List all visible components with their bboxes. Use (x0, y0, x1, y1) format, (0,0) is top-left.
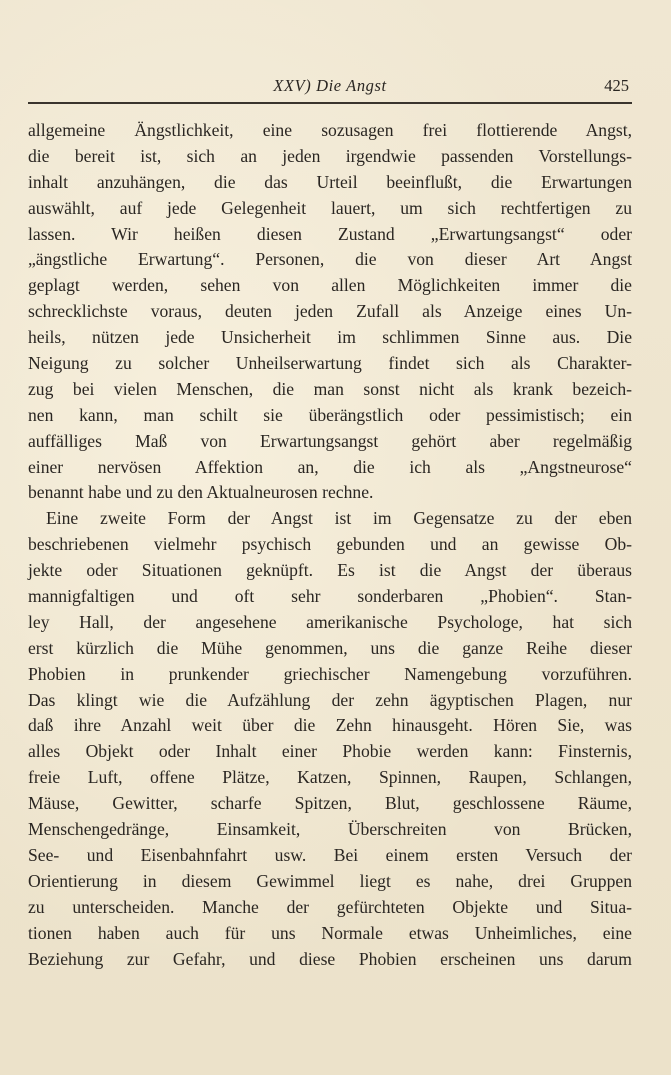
text-line: „ängstliche Erwartung“. Personen, die von dieser Art Angst (28, 249, 632, 270)
text-line: alles Objekt oder Inhalt einer Phobie werden kann: Finsternis, (28, 741, 632, 762)
text-line: See- und Eisenbahnfahrt usw. Bei einem ersten Versuch der (28, 844, 632, 865)
text-line: inhalt anzuhängen, die das Urteil beeinflußt, die Erwartungen (28, 171, 632, 192)
text-line: auswählt, auf jede Gelegenheit lauert, um sich rechtfertigen zu (28, 197, 632, 218)
text-line: lassen. Wir heißen diesen Zustand „Erwartungsangst“ oder (28, 223, 632, 244)
page-header (28, 70, 632, 104)
text-line: Beziehung zur Gefahr, und diese Phobien erscheinen uns darum (28, 948, 632, 969)
text-line: mannigfaltigen und oft sehr sonderbaren „Phobien“. Stan- (28, 586, 632, 607)
text-line: tionen haben auch für uns Normale etwas Unheimliches, eine (28, 922, 632, 943)
text-line: Menschengedränge, Einsamkeit, Überschreiten von Brücken, (28, 819, 632, 840)
text-line: Neigung zu solcher Unheilserwartung findet sich als Charakter- (28, 353, 632, 374)
text-line: heils, nützen jede Unsicherheit im schlimmen Sinne aus. Die (28, 327, 632, 348)
text-line: freie Luft, offene Plätze, Katzen, Spinnen, Raupen, Schlangen, (28, 767, 632, 788)
text-line: Eine zweite Form der Angst ist im Gegensatze zu der eben (46, 508, 632, 529)
text-line: zug bei vielen Menschen, die man sonst nicht als krank bezeich- (28, 378, 632, 399)
text-line: daß ihre Anzahl weit über die Zehn hinausgeht. Hören Sie, was (28, 715, 632, 736)
text-line: benannt habe und zu den Aktualneurosen rechne. (28, 482, 374, 503)
text-line: beschriebenen vielmehr psychisch gebunden und an gewisse Ob- (28, 534, 632, 555)
text-line: jekte oder Situationen geknüpft. Es ist die Angst der überaus (28, 560, 632, 581)
text-line: Das klingt wie die Aufzählung der zehn ägyptischen Plagen, nur (28, 689, 632, 710)
text-line: einer nervösen Affektion an, die ich als „Angstneurose“ (28, 456, 632, 477)
text-line: nen kann, man schilt sie überängstlich oder pessimistisch; ein (28, 404, 632, 425)
text-line: allgemeine Ängstlichkeit, eine sozusagen frei flottierende Angst, (28, 120, 632, 140)
body-text (28, 118, 632, 972)
page-number: 425 (604, 76, 629, 95)
text-line: auffälliges Maß von Erwartungsangst gehört aber regelmäßig (28, 430, 632, 451)
text-line: Mäuse, Gewitter, scharfe Spitzen, Blut, geschlossene Räume, (28, 793, 632, 814)
text-line: Phobien in prunkender griechischer Namengebung vorzuführen. (28, 663, 632, 684)
text-line: ley Hall, der angesehene amerikanische Psychologe, hat sich (28, 611, 632, 632)
text-line: geplagt werden, sehen von allen Möglichkeiten immer die (28, 275, 632, 296)
text-line: erst kürzlich die Mühe genommen, uns die ganze Reihe dieser (28, 637, 632, 658)
paragraph (28, 506, 632, 972)
text-line: die bereit ist, sich an jeden irgendwie passenden Vorstellungs- (28, 145, 632, 166)
running-title: XXV) Die Angst (273, 76, 387, 95)
text-line: schrecklichste voraus, deuten jeden Zufall als Anzeige eines Un- (28, 301, 632, 322)
text-line: Orientierung in diesem Gewimmel liegt es nahe, drei Gruppen (28, 870, 632, 891)
paragraph (28, 118, 632, 506)
text-line: zu unterscheiden. Manche der gefürchteten Objekte und Situa- (28, 896, 632, 917)
